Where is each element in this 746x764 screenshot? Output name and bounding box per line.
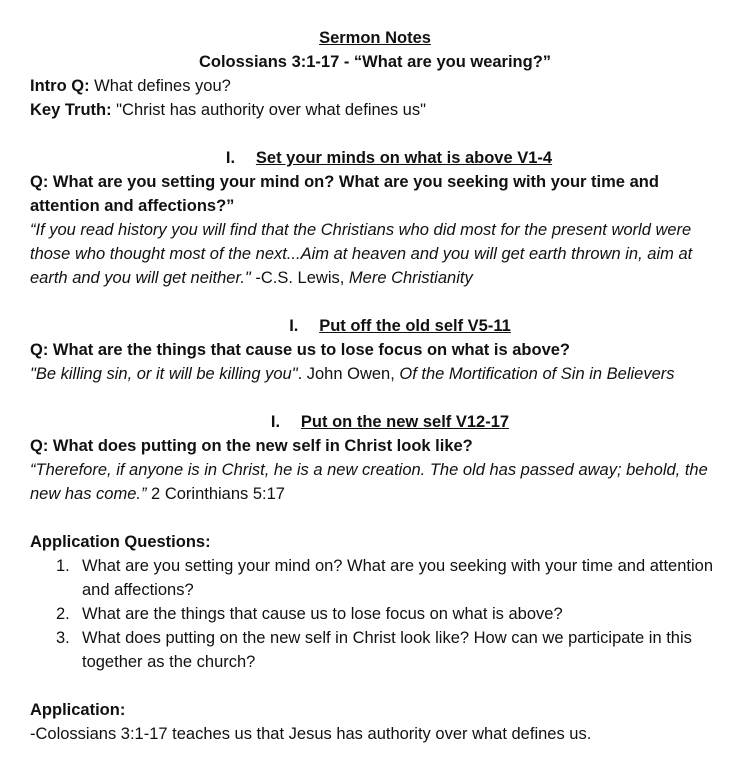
list-item-number: 1. bbox=[56, 557, 70, 575]
application-questions-label: Application Questions: bbox=[30, 533, 211, 551]
section-title: Put on the new self V12-17 bbox=[300, 413, 510, 431]
section-numeral: I. bbox=[225, 149, 236, 167]
section-quote bbox=[30, 218, 720, 290]
application-text: -Colossians 3:1-17 teaches us that Jesus has authority over what defines us. bbox=[30, 725, 592, 743]
section-question: Q: What does putting on the new self in Christ look like? bbox=[30, 437, 473, 455]
section-heading bbox=[30, 314, 720, 338]
quote-text: “Therefore, if anyone is in Christ, he is a new creation. The old has passed away; behold, the new has come.” bbox=[30, 461, 708, 503]
key-truth-text: "Christ has authority over what defines us" bbox=[111, 101, 426, 119]
list-item bbox=[30, 554, 720, 602]
quote-text: “If you read history you will find that the Christians who did most for the present world were those who thought most of the next...Aim at heaven and you will get earth thrown in, aim at earth and you will get neither." bbox=[30, 221, 693, 287]
section-numeral: I. bbox=[270, 413, 281, 431]
quote-source: Of the Mortification of Sin in Believers bbox=[399, 365, 675, 383]
section-heading bbox=[30, 146, 720, 170]
quote-attribution: 2 Corinthians 5:17 bbox=[146, 485, 285, 503]
quote-attribution: -C.S. Lewis, bbox=[250, 269, 349, 287]
section-numeral: I. bbox=[289, 317, 299, 335]
list-item bbox=[30, 602, 720, 626]
list-item-number: 3. bbox=[56, 629, 70, 647]
section-title: Set your minds on what is above V1-4 bbox=[255, 149, 553, 167]
section-heading bbox=[30, 410, 720, 434]
page-subtitle: Colossians 3:1-17 - “What are you wearing?” bbox=[198, 53, 552, 71]
list-item-text: What are the things that cause us to lose focus on what is above? bbox=[82, 605, 563, 623]
document bbox=[30, 26, 720, 746]
list-item bbox=[30, 626, 720, 674]
page-title: Sermon Notes bbox=[319, 29, 431, 47]
application-label: Application: bbox=[30, 701, 126, 719]
quote-text: "Be killing sin, or it will be killing you" bbox=[30, 365, 298, 383]
section-title: Put off the old self V5-11 bbox=[319, 317, 511, 335]
application-questions-list bbox=[30, 554, 720, 674]
intro-label: Intro Q: bbox=[30, 77, 90, 95]
list-item-text: What are you setting your mind on? What are you seeking with your time and attention and affections? bbox=[82, 557, 714, 599]
key-truth-label: Key Truth: bbox=[30, 101, 112, 119]
quote-source: Mere Christianity bbox=[348, 269, 473, 287]
section-quote bbox=[30, 362, 720, 386]
list-item-text: What does putting on the new self in Christ look like? How can we participate in this together as the church? bbox=[82, 629, 692, 671]
section-question: Q: What are the things that cause us to lose focus on what is above? bbox=[30, 341, 570, 359]
key-truth bbox=[30, 98, 720, 122]
intro-question bbox=[30, 74, 720, 98]
intro-text: What defines you? bbox=[89, 77, 231, 95]
section-question: Q: What are you setting your mind on? What are you seeking with your time and attention and affections?” bbox=[30, 173, 659, 215]
quote-attribution: . John Owen, bbox=[297, 365, 400, 383]
section-quote bbox=[30, 458, 720, 506]
list-item-number: 2. bbox=[56, 605, 70, 623]
